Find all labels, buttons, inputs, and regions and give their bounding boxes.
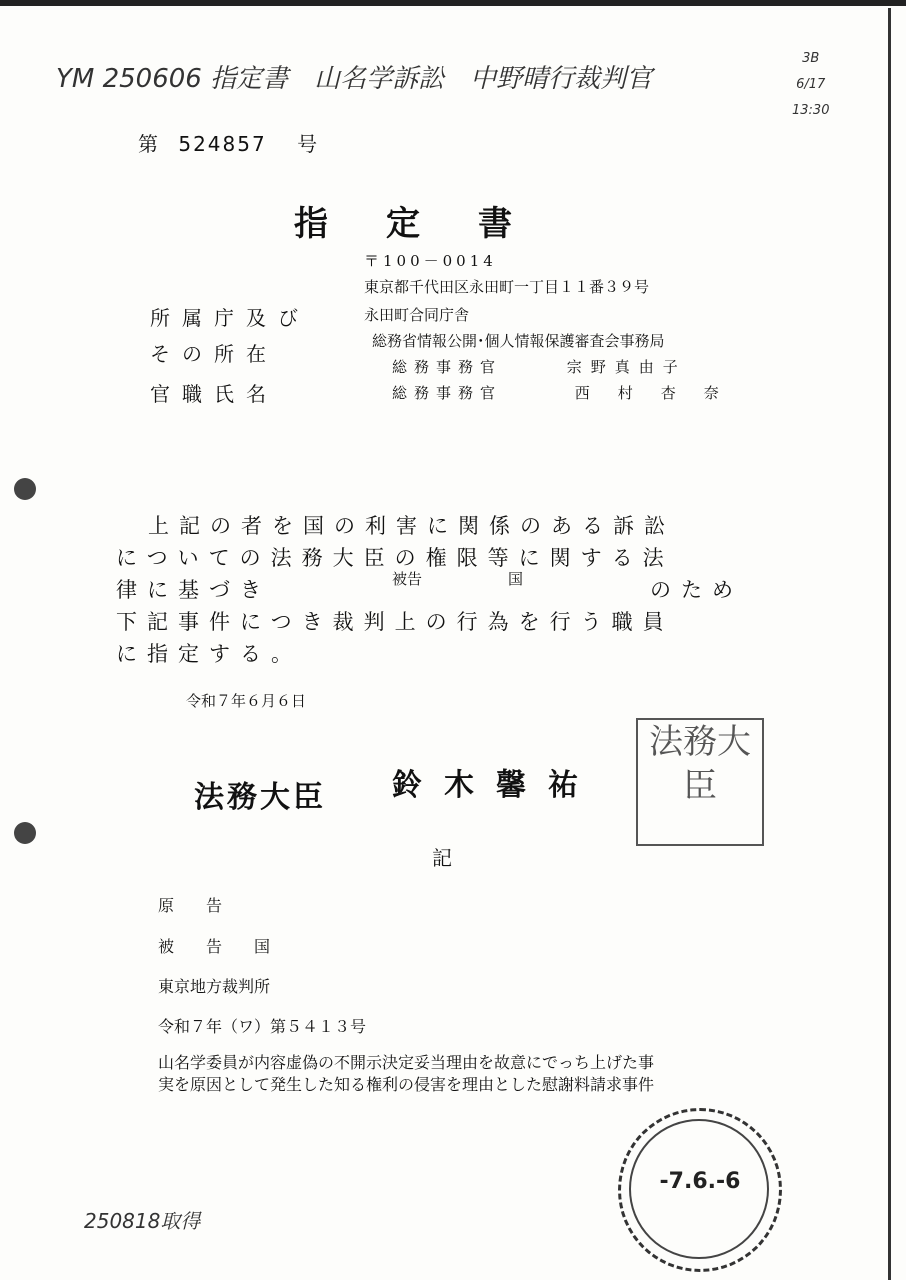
punch-hole-lower [14, 822, 36, 844]
receipt-stamp-date: -7.6.-6 [659, 1169, 741, 1194]
body-line-2: についての法務大臣の権限等に関する法 [116, 546, 674, 570]
postal-code: 〒100－0014 [364, 252, 497, 270]
plaintiff-label: 原 告 [158, 896, 231, 915]
body-line-3b: のため [650, 578, 743, 602]
body-line-5: に指定する。 [116, 642, 302, 666]
label-official-name: 官職氏名 [150, 382, 278, 406]
doc-number-value: 524857 [178, 132, 267, 156]
doc-number-suffix: 号 [297, 132, 318, 156]
doc-number-prefix: 第 [138, 132, 158, 156]
staff-row [392, 356, 687, 377]
scan-edge-top [0, 0, 906, 6]
punch-hole-upper [14, 478, 36, 500]
body-fill-defendant: 被告 [392, 570, 423, 588]
receipt-stamp [618, 1108, 782, 1272]
right-note-line: 6/17 [796, 77, 826, 92]
court-name: 東京地方裁判所 [158, 977, 271, 996]
label-affiliation: 所属庁及び [150, 306, 310, 330]
body-line-4: 下記事件につき裁判上の行為を行う職員 [116, 610, 674, 634]
ki-heading: 記 [432, 846, 452, 870]
handwritten-right-note [792, 46, 829, 124]
staff-name: 西村杏奈 [574, 384, 747, 402]
doc-number [138, 128, 317, 157]
minister-title: 法務大臣 [194, 780, 326, 815]
handwritten-bottom-note: 250818取得 [84, 1209, 201, 1233]
office-name: 総務省情報公開･個人情報保護審査会事務局 [372, 332, 665, 350]
staff-row [392, 382, 747, 403]
right-note-line: 3B [802, 51, 820, 66]
address-line-2: 永田町合同庁舎 [364, 306, 470, 324]
right-note-line: 13:30 [792, 103, 830, 118]
document-title: 指定書 [294, 204, 570, 244]
address-line-1: 東京都千代田区永田町一丁目１１番３９号 [364, 278, 650, 296]
body-line-3a: 律に基づき [116, 578, 271, 602]
defendant-label: 被 告 国 [158, 937, 279, 956]
body-fill-state: 国 [508, 570, 524, 588]
scan-edge-right [888, 8, 891, 1280]
staff-title: 総務事務官 [392, 358, 503, 376]
minister-name: 鈴木馨祐 [392, 768, 600, 803]
handwritten-top-note: YM 250606 指定書 山名学訴訟 中野晴行裁判官 [56, 64, 653, 94]
staff-name: 宗野真由子 [566, 358, 687, 376]
label-location: その所在 [150, 342, 278, 366]
case-name-line-1: 山名学委員が内容虚偽の不開示決定妥当理由を故意にでっち上げた事 [158, 1053, 655, 1072]
official-seal: 法務大臣 [636, 718, 764, 846]
body-line-1: 上記の者を国の利害に関係のある訴訟 [148, 514, 675, 538]
issue-date: 令和７年６月６日 [186, 692, 307, 710]
case-name-line-2: 実を原因として発生した知る権利の侵害を理由とした慰謝料請求事件 [158, 1075, 655, 1094]
case-number: 令和７年（ワ）第５４１３号 [158, 1017, 367, 1036]
staff-title: 総務事務官 [392, 384, 503, 402]
